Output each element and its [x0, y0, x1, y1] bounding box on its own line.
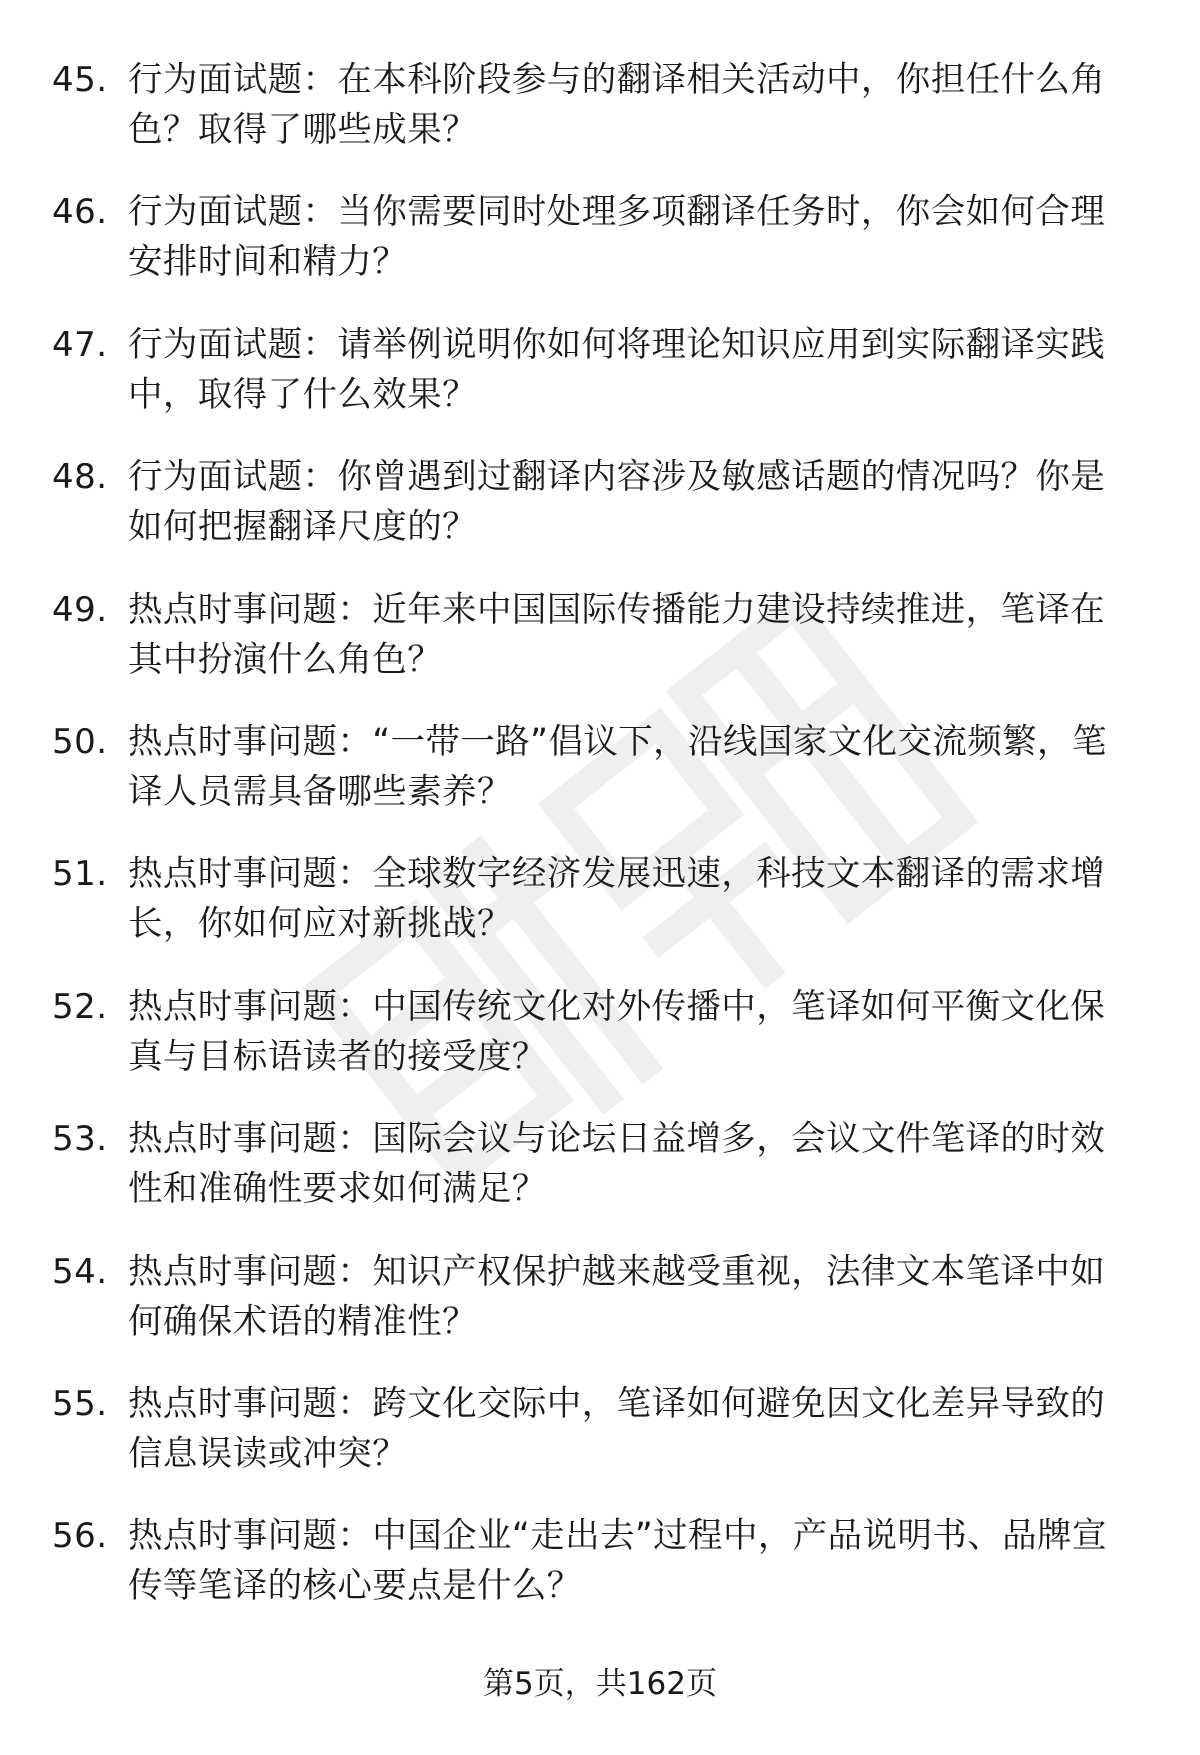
question-text: 热点时事问题：近年来中国国际传播能力建设持续推进，笔译在其中扮演什么角色？	[128, 589, 1106, 680]
question-item	[0, 55, 1200, 187]
question-item	[0, 585, 1200, 717]
question-item	[0, 1114, 1200, 1246]
question-text: 行为面试题：在本科阶段参与的翻译相关活动中，你担任什么角色？取得了哪些成果？	[128, 60, 1106, 150]
question-text: 热点时事问题：全球数字经济发展迅速，科技文本翻译的需求增长，你如何应对新挑战？	[128, 854, 1106, 945]
question-number: 52.	[52, 986, 108, 1027]
question-item	[0, 982, 1200, 1114]
question-item	[0, 1247, 1200, 1379]
question-number: 49.	[52, 589, 108, 630]
question-item	[0, 187, 1200, 319]
question-text: 热点时事问题：中国传统文化对外传播中，笔译如何平衡文化保真与目标语读者的接受度？	[128, 986, 1106, 1077]
question-item	[0, 1379, 1200, 1511]
question-item	[0, 452, 1200, 584]
question-text: 行为面试题：请举例说明你如何将理论知识应用到实际翻译实践中，取得了什么效果？	[128, 324, 1106, 415]
question-text: 热点时事问题：中国企业“走出去”过程中，产品说明书、品牌宣传等笔译的核心要点是什么？	[128, 1516, 1107, 1607]
question-number: 56.	[52, 1516, 108, 1557]
question-number: 51.	[52, 854, 108, 895]
question-item	[0, 717, 1200, 849]
question-number: 45.	[52, 60, 108, 100]
question-text: 热点时事问题：知识产权保护越来越受重视，法律文本笔译中如何确保术语的精准性？	[128, 1251, 1106, 1342]
question-number: 46.	[52, 192, 108, 233]
question-item	[0, 1511, 1200, 1643]
question-number: 53.	[52, 1119, 108, 1160]
question-list	[0, 55, 1200, 1644]
question-text: 热点时事问题：跨文化交际中，笔译如何避免因文化差异导致的信息误读或冲突？	[128, 1383, 1106, 1474]
question-number: 50.	[52, 721, 108, 762]
question-number: 47.	[52, 324, 108, 365]
question-item	[0, 849, 1200, 981]
question-number: 48.	[52, 457, 108, 498]
question-text: 热点时事问题：“一带一路”倡议下，沿线国家文化交流频繁，笔译人员需具备哪些素养？	[128, 721, 1107, 812]
question-text: 行为面试题：当你需要同时处理多项翻译任务时，你会如何合理安排时间和精力？	[128, 192, 1106, 283]
question-text: 热点时事问题：国际会议与论坛日益增多，会议文件笔译的时效性和准确性要求如何满足？	[128, 1119, 1106, 1210]
question-number: 54.	[52, 1251, 108, 1292]
question-item	[0, 320, 1200, 452]
question-text: 行为面试题：你曾遇到过翻译内容涉及敏感话题的情况吗？你是如何把握翻译尺度的？	[128, 457, 1106, 548]
question-number: 55.	[52, 1383, 108, 1424]
page-number-footer: 第5页，共162页	[483, 1666, 717, 1702]
